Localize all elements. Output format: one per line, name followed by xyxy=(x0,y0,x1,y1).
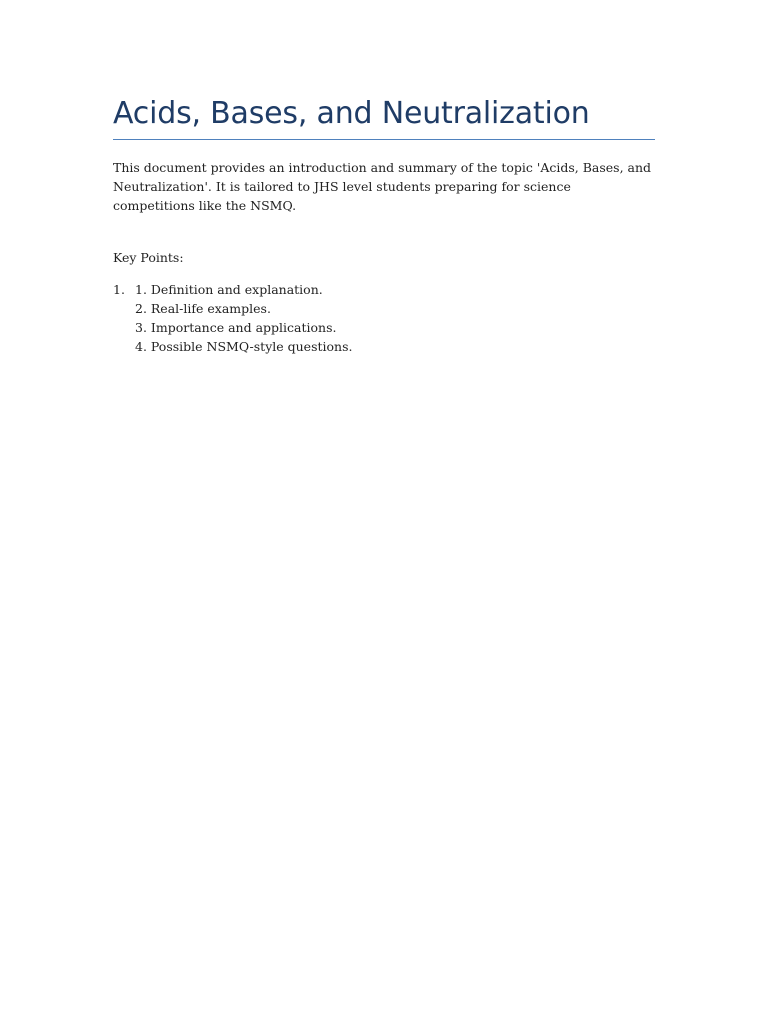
key-points-label: Key Points: xyxy=(113,250,184,265)
document-content xyxy=(113,93,655,356)
list-marker: 1. xyxy=(113,282,125,297)
document-title: Acids, Bases, and Neutralization xyxy=(113,93,655,140)
list-line-questions: 4. Possible NSMQ-style questions. xyxy=(135,339,353,354)
list-line-examples: 2. Real-life examples. xyxy=(135,301,271,316)
list-line-definition: 1. Definition and explanation. xyxy=(135,282,323,297)
list-item xyxy=(113,280,655,356)
list-item-lines xyxy=(135,280,655,356)
list-line-importance: 3. Importance and applications. xyxy=(135,320,337,335)
key-points-list xyxy=(113,280,655,356)
intro-paragraph: This document provides an introduction and summary of the topic 'Acids, Bases, and Neutralization'. It is tailored to JHS level students preparing for science competitions like the NSMQ. xyxy=(113,160,652,213)
